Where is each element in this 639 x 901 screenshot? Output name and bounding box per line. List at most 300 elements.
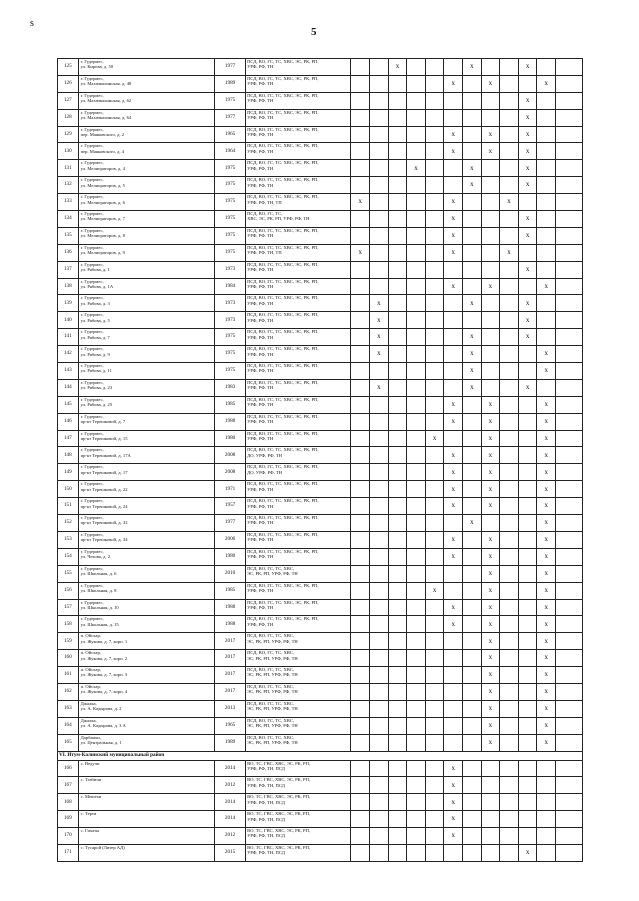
table-row — [58, 515, 583, 532]
table-row — [58, 844, 583, 861]
address-line: ул. Махачкалинская, д. 62 — [80, 98, 132, 104]
x-mark-icon: x — [544, 568, 548, 577]
works-line: ЭС, РК, РП, УРФ, РФ, ТН — [247, 706, 298, 712]
year-built: 2012 — [215, 828, 246, 845]
period-cell-6 — [444, 844, 463, 861]
period-cell-12 — [556, 717, 583, 734]
period-cell-11 — [537, 582, 556, 599]
works-line: УРФ, РФ, ТН — [247, 182, 274, 188]
period-cell-6 — [444, 447, 463, 464]
period-cell-9 — [500, 650, 519, 667]
period-cell-3 — [388, 396, 407, 413]
period-cell-3 — [388, 777, 407, 794]
period-cell-10 — [518, 227, 537, 244]
address-line: г. Гудермес, — [80, 548, 104, 554]
table-row — [58, 413, 583, 430]
x-mark-icon: x — [488, 585, 493, 594]
period-cell-2 — [370, 329, 389, 346]
period-cell-2 — [370, 430, 389, 447]
works-list-cell — [246, 760, 351, 777]
period-cell-9 — [500, 312, 519, 329]
row-number: 158 — [58, 616, 79, 633]
period-cell-5 — [425, 211, 444, 228]
x-mark-icon: x — [488, 704, 493, 713]
works-list-cell — [246, 531, 351, 548]
x-mark-icon: x — [525, 62, 530, 71]
works-list-cell — [246, 794, 351, 811]
period-cell-10 — [518, 396, 537, 413]
period-cell-5 — [425, 650, 444, 667]
address-line: ул. Мелиораторов, д. 6 — [80, 199, 125, 205]
address-line: г. Гудермес, — [80, 346, 104, 352]
works-list-cell — [246, 650, 351, 667]
period-cell-1 — [351, 582, 370, 599]
period-cell-9 — [500, 481, 519, 498]
address-line: г. Гудермес, — [80, 92, 104, 98]
works-line: ПСД, ВО, ГС, ТС, ХВС, ЭС, РК, РП, — [247, 295, 319, 301]
period-cell-12 — [556, 379, 583, 396]
period-cell-1 — [351, 160, 370, 177]
row-number: 161 — [58, 667, 79, 684]
period-cell-8 — [481, 828, 500, 845]
works-line: ПСД, ВО, ГС, ТС, ХВС, ЭС, РК, РП, — [247, 464, 319, 470]
year-built: 1975 — [215, 160, 246, 177]
address-line: пер. Маяковского, д. 2 — [80, 131, 125, 137]
works-list-cell — [246, 143, 351, 160]
period-cell-1 — [351, 760, 370, 777]
works-list-cell — [246, 227, 351, 244]
period-cell-4 — [407, 717, 426, 734]
period-cell-6 — [444, 667, 463, 684]
period-cell-11 — [537, 700, 556, 717]
period-cell-9 — [500, 194, 519, 211]
works-line: УРФ, РФ, ТН — [247, 64, 274, 70]
period-cell-5 — [425, 700, 444, 717]
period-cell-6 — [444, 794, 463, 811]
address-line: ул. Жукова, д. 7, корп. 2 — [80, 655, 128, 661]
period-cell-1 — [351, 811, 370, 828]
table-row — [58, 616, 583, 633]
x-mark-icon: x — [544, 653, 548, 662]
period-cell-11 — [537, 211, 556, 228]
works-line: ПСД, ВО, ГС, ТС, ХВС, — [247, 683, 295, 689]
works-line: УРФ, РФ, ТН — [247, 317, 274, 323]
period-cell-3 — [388, 515, 407, 532]
period-cell-1 — [351, 244, 370, 261]
period-cell-9 — [500, 346, 519, 363]
row-number: 132 — [58, 177, 79, 194]
period-cell-4 — [407, 59, 426, 76]
address-line: ул. Рябова, д. 1 — [80, 267, 110, 273]
period-cell-6 — [444, 760, 463, 777]
row-number: 163 — [58, 700, 79, 717]
period-cell-3 — [388, 143, 407, 160]
period-cell-3 — [388, 582, 407, 599]
row-number: 151 — [58, 498, 79, 515]
x-mark-icon: x — [525, 264, 530, 273]
period-cell-9 — [500, 430, 519, 447]
works-list-cell — [246, 413, 351, 430]
period-cell-6 — [444, 700, 463, 717]
x-mark-icon: x — [544, 518, 548, 527]
x-mark-icon: x — [451, 214, 455, 223]
address-line: пр-кт Терешковой, д. 32 — [80, 520, 128, 526]
period-cell-11 — [537, 447, 556, 464]
period-cell-2 — [370, 548, 389, 565]
works-list-cell — [246, 363, 351, 380]
period-cell-10 — [518, 734, 537, 751]
period-cell-11 — [537, 430, 556, 447]
row-number: 139 — [58, 295, 79, 312]
table-row — [58, 143, 583, 160]
period-cell-11 — [537, 295, 556, 312]
address-line: ул. Школьная, д. 6 — [80, 571, 117, 577]
period-cell-5 — [425, 760, 444, 777]
x-mark-icon: x — [470, 383, 474, 392]
period-cell-1 — [351, 278, 370, 295]
period-cell-11 — [537, 515, 556, 532]
period-cell-2 — [370, 683, 389, 700]
period-cell-9 — [500, 828, 519, 845]
row-number: 129 — [58, 126, 79, 143]
table-row — [58, 346, 583, 363]
works-list-cell — [246, 616, 351, 633]
period-cell-7 — [463, 295, 482, 312]
works-list-cell — [246, 92, 351, 109]
period-cell-10 — [518, 599, 537, 616]
period-cell-7 — [463, 683, 482, 700]
address-line: г. Гудермес, — [80, 278, 104, 284]
period-cell-3 — [388, 278, 407, 295]
period-cell-1 — [351, 177, 370, 194]
works-line: УРФ, РФ, ТН — [247, 283, 274, 289]
works-list-cell — [246, 811, 351, 828]
period-cell-10 — [518, 777, 537, 794]
x-mark-icon: x — [470, 298, 474, 307]
period-cell-7 — [463, 75, 482, 92]
address-line: с. Мешехи — [80, 794, 102, 800]
address-line: ул. Рябова, д. 3 — [80, 300, 110, 306]
period-cell-11 — [537, 828, 556, 845]
period-cell-4 — [407, 295, 426, 312]
period-cell-8 — [481, 717, 500, 734]
period-cell-12 — [556, 794, 583, 811]
row-number: 138 — [58, 278, 79, 295]
works-list-cell — [246, 379, 351, 396]
period-cell-5 — [425, 396, 444, 413]
period-cell-6 — [444, 92, 463, 109]
period-cell-1 — [351, 92, 370, 109]
period-cell-1 — [351, 227, 370, 244]
year-built: 1975 — [215, 194, 246, 211]
period-cell-7 — [463, 515, 482, 532]
year-built: 1975 — [215, 363, 246, 380]
x-mark-icon: x — [488, 400, 493, 409]
works-line: ЭС, РК, РП, УРФ, РФ, ТН — [247, 672, 298, 678]
period-cell-10 — [518, 329, 537, 346]
x-mark-icon: x — [525, 848, 530, 857]
works-line: УРФ, РФ, ТН, ПСД — [247, 833, 285, 839]
period-cell-5 — [425, 126, 444, 143]
address-cell — [78, 667, 214, 684]
works-line: ДО, УРФ, РФ, ТН — [247, 452, 282, 458]
period-cell-3 — [388, 616, 407, 633]
works-line: УРФ, РФ, ТН, ПСД — [247, 850, 285, 856]
period-cell-11 — [537, 616, 556, 633]
period-cell-6 — [444, 734, 463, 751]
x-mark-icon: x — [544, 416, 548, 425]
works-line: ПСД, ВО, ГС, ТС, ХВС, ЭС, РК, РП, — [247, 363, 319, 369]
works-line: ПСД, ВО, ГС, ТС, ХВС, — [247, 650, 295, 656]
page-number: 5 — [311, 26, 317, 38]
address-cell — [78, 363, 214, 380]
period-cell-11 — [537, 194, 556, 211]
period-cell-12 — [556, 329, 583, 346]
address-cell — [78, 582, 214, 599]
period-cell-1 — [351, 329, 370, 346]
row-number: 144 — [58, 379, 79, 396]
works-line: УРФ, РФ, ТН — [247, 148, 274, 154]
table-row — [58, 464, 583, 481]
period-cell-11 — [537, 363, 556, 380]
period-cell-3 — [388, 244, 407, 261]
period-cell-1 — [351, 312, 370, 329]
period-cell-4 — [407, 844, 426, 861]
address-line: ул. Мелиораторов, д. 5 — [80, 182, 125, 188]
period-cell-4 — [407, 329, 426, 346]
period-cell-7 — [463, 650, 482, 667]
period-cell-12 — [556, 531, 583, 548]
period-cell-9 — [500, 582, 519, 599]
period-cell-3 — [388, 413, 407, 430]
period-cell-3 — [388, 565, 407, 582]
row-number: 141 — [58, 329, 79, 346]
period-cell-5 — [425, 599, 444, 616]
works-line: УРФ, РФ, ТН — [247, 351, 274, 357]
row-number: 165 — [58, 734, 79, 751]
period-cell-3 — [388, 312, 407, 329]
period-cell-5 — [425, 177, 444, 194]
period-cell-1 — [351, 498, 370, 515]
period-cell-8 — [481, 548, 500, 565]
works-line: УРФ, РФ, ТН, ПСД — [247, 765, 285, 771]
period-cell-7 — [463, 278, 482, 295]
works-line: ПСД, ВО, ГС, ТС, ХВС, ЭС, РК, РП, — [247, 616, 319, 622]
period-cell-9 — [500, 227, 519, 244]
period-cell-8 — [481, 160, 500, 177]
x-mark-icon: x — [451, 467, 455, 476]
works-line: ПСД, ВО, ГС, ТС, ХВС, ЭС, РК, РП, — [247, 498, 319, 504]
address-line: ул. Махачкалинская, д. 48 — [80, 81, 132, 87]
period-cell-2 — [370, 379, 389, 396]
period-cell-11 — [537, 227, 556, 244]
address-cell — [78, 717, 214, 734]
period-cell-7 — [463, 633, 482, 650]
period-cell-4 — [407, 227, 426, 244]
period-cell-4 — [407, 650, 426, 667]
period-cell-4 — [407, 683, 426, 700]
x-mark-icon: x — [414, 163, 418, 172]
works-list-cell — [246, 565, 351, 582]
period-cell-12 — [556, 278, 583, 295]
address-cell — [78, 498, 214, 515]
address-line: с. Тусарой (Литер АД) — [80, 844, 125, 850]
x-mark-icon: x — [451, 501, 455, 510]
period-cell-9 — [500, 278, 519, 295]
period-cell-12 — [556, 667, 583, 684]
period-cell-12 — [556, 92, 583, 109]
address-line: п. Ойсхар, — [80, 683, 101, 689]
period-cell-6 — [444, 396, 463, 413]
row-number: 140 — [58, 312, 79, 329]
year-built: 1977 — [215, 109, 246, 126]
period-cell-9 — [500, 363, 519, 380]
year-built: 2014 — [215, 794, 246, 811]
period-cell-8 — [481, 227, 500, 244]
works-line: УРФ, РФ, ТН — [247, 300, 274, 306]
period-cell-11 — [537, 329, 556, 346]
address-line: ул. Рябова, д. 25 — [80, 402, 113, 408]
x-mark-icon: x — [525, 163, 530, 172]
address-line: с. Терти — [80, 811, 97, 817]
period-cell-7 — [463, 700, 482, 717]
period-cell-9 — [500, 295, 519, 312]
address-cell — [78, 464, 214, 481]
x-mark-icon: x — [488, 535, 493, 544]
address-cell — [78, 75, 214, 92]
period-cell-1 — [351, 777, 370, 794]
address-line: пр-кт Терешковой, д. 17А — [80, 452, 131, 458]
address-line: г. Гудермес, — [80, 616, 104, 622]
year-built: 1975 — [215, 177, 246, 194]
table-row — [58, 481, 583, 498]
period-cell-2 — [370, 295, 389, 312]
address-line: г. Гудермес, — [80, 59, 104, 64]
period-cell-11 — [537, 565, 556, 582]
address-cell — [78, 329, 214, 346]
address-line: ул. Мелиораторов, д. 9 — [80, 250, 125, 256]
address-line: ул. А. Кадырова, д. 3 А — [80, 723, 126, 729]
address-cell — [78, 211, 214, 228]
x-mark-icon: x — [525, 298, 530, 307]
row-number: 147 — [58, 430, 79, 447]
address-line: г. Гудермес, — [80, 565, 104, 571]
works-line: УРФ, РФ, ТН, ТП — [247, 199, 282, 205]
period-cell-12 — [556, 261, 583, 278]
period-cell-1 — [351, 667, 370, 684]
x-mark-icon: x — [451, 602, 455, 611]
address-line: г. Гудермес, — [80, 143, 104, 149]
period-cell-4 — [407, 244, 426, 261]
works-line: УРФ, РФ, ТН — [247, 604, 274, 610]
works-line: ПСД, ВО, ГС, ТС, ХВС, ЭС, РК, РП, — [247, 430, 319, 436]
year-built: 1973 — [215, 261, 246, 278]
works-line: ЭС, РК, РП, УРФ, РФ, ТН — [247, 740, 298, 746]
works-list-cell — [246, 329, 351, 346]
table-row — [58, 312, 583, 329]
period-cell-5 — [425, 734, 444, 751]
period-cell-8 — [481, 734, 500, 751]
works-list-cell — [246, 464, 351, 481]
x-mark-icon: x — [451, 400, 455, 409]
works-list-cell — [246, 194, 351, 211]
period-cell-4 — [407, 828, 426, 845]
address-line: пр-кт Терешковой, д. 17 — [80, 469, 128, 475]
x-mark-icon: x — [488, 687, 493, 696]
works-list-cell — [246, 481, 351, 498]
address-line: ул. Чехова, д. 2 — [80, 554, 111, 560]
address-line: ул. Мелиораторов, д. 8 — [80, 233, 125, 239]
period-cell-1 — [351, 126, 370, 143]
period-cell-1 — [351, 59, 370, 76]
period-cell-11 — [537, 464, 556, 481]
table-row — [58, 244, 583, 261]
period-cell-6 — [444, 582, 463, 599]
period-cell-9 — [500, 777, 519, 794]
period-cell-2 — [370, 828, 389, 845]
period-cell-7 — [463, 379, 482, 396]
period-cell-5 — [425, 413, 444, 430]
row-number: 133 — [58, 194, 79, 211]
period-cell-11 — [537, 498, 556, 515]
address-cell — [78, 92, 214, 109]
table-row — [58, 295, 583, 312]
address-line: ул. А. Кадырова, д. 2 — [80, 706, 122, 712]
period-cell-4 — [407, 396, 426, 413]
section-title: VI. Итум-Калинский муниципальный район — [58, 751, 583, 760]
period-cell-7 — [463, 396, 482, 413]
period-cell-5 — [425, 717, 444, 734]
address-cell — [78, 650, 214, 667]
period-cell-9 — [500, 92, 519, 109]
period-cell-12 — [556, 633, 583, 650]
period-cell-1 — [351, 734, 370, 751]
period-cell-1 — [351, 379, 370, 396]
address-cell — [78, 59, 214, 76]
x-mark-icon: x — [377, 298, 381, 307]
period-cell-2 — [370, 244, 389, 261]
table-row — [58, 633, 583, 650]
x-mark-icon: x — [358, 197, 363, 206]
period-cell-12 — [556, 75, 583, 92]
works-line: ПСД, ВО, ГС, ТС, ХВС, ЭС, РК, РП, — [247, 278, 319, 284]
address-line: г. Гудермес, — [80, 413, 104, 419]
period-cell-3 — [388, 194, 407, 211]
period-cell-10 — [518, 211, 537, 228]
period-cell-9 — [500, 844, 519, 861]
period-cell-10 — [518, 650, 537, 667]
works-list-cell — [246, 498, 351, 515]
x-mark-icon: x — [525, 315, 530, 324]
register-rows-gudermes-district — [58, 464, 583, 751]
x-mark-icon: x — [525, 112, 530, 121]
period-cell-2 — [370, 667, 389, 684]
address-cell — [78, 227, 214, 244]
period-cell-1 — [351, 700, 370, 717]
table-row — [58, 447, 583, 464]
works-line: УРФ, РФ, ТН — [247, 385, 274, 391]
address-line: г. Гудермес, — [80, 109, 104, 115]
period-cell-7 — [463, 794, 482, 811]
period-cell-7 — [463, 227, 482, 244]
period-cell-8 — [481, 379, 500, 396]
works-line: УРФ, РФ, ТН, ПСД — [247, 799, 285, 805]
x-mark-icon: x — [377, 315, 381, 324]
period-cell-3 — [388, 760, 407, 777]
period-cell-8 — [481, 633, 500, 650]
works-line: ПСД, ВО, ГС, ТС, ХВС, ЭС, РК, РП, — [247, 548, 319, 554]
period-cell-11 — [537, 760, 556, 777]
